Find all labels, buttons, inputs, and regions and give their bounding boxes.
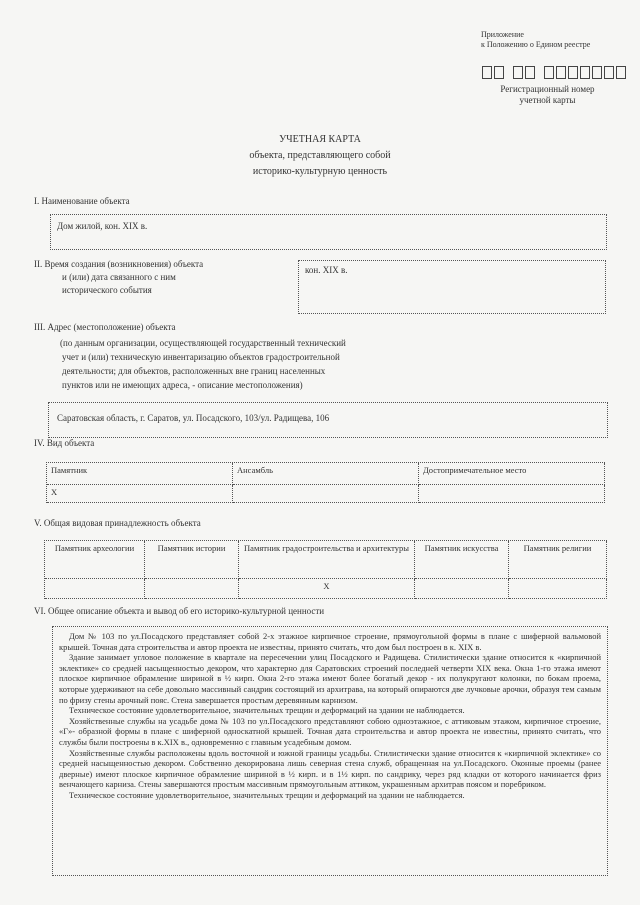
section-3-note-line-1: (по данным организации, осуществляющей государственный технический — [60, 338, 346, 348]
reg-caption-line-1: Регистрационный номер — [500, 84, 595, 94]
reg-digit-box — [544, 66, 554, 79]
reg-digit-box — [616, 66, 626, 79]
registration-number-caption — [480, 84, 615, 106]
category-mark: X — [239, 579, 415, 599]
section-2-heading-line-2: и (или) дата связанного с ним — [62, 272, 176, 282]
description-paragraph: Хозяйственные службы расположены вдоль восточной и южной границы усадьбы. Стилистически здание относится к «кирпичной эклектике» со средней насыщенностью декором. Собственно декорирована лишь северная стена служб, обращенная на ул.Посадского. Оконные проемы (ранее дверные) имеют плоское кирпичное обрамление шириной в ½ кирп. и в 1½ кирп. по сандрику, через ряд кладки от которого начинается фриз венчающего карниза. Стены завершаются простым массивным прямоугольным аттиком, украшенным архитрав поясом и поребриком. — [59, 747, 601, 790]
reg-digit-box — [513, 66, 523, 79]
section-2-value-box — [298, 260, 606, 314]
section-1-value-box — [50, 214, 607, 250]
object-type-header: Ансамбль — [233, 463, 419, 485]
reg-digit-box — [568, 66, 578, 79]
category-mark — [45, 579, 145, 599]
appendix-note — [481, 30, 590, 50]
creation-date-value: кон. XIX в. — [305, 265, 348, 275]
reg-digit-box — [580, 66, 590, 79]
category-table — [44, 540, 607, 599]
object-type-mark: X — [47, 485, 233, 503]
reg-digit-box — [494, 66, 504, 79]
section-3-heading: III. Адрес (местоположение) объекта — [34, 322, 176, 332]
description-paragraph: Дом № 103 по ул.Посадского представляет собой 2-х этажное кирпичное строение, прямоугольной формы в плане с шиферной вальмовой крышей. Точная дата строительства и автор проекта не известны, принято считать, что дом был построен в к. XIX в. — [59, 631, 601, 652]
title-line-2: объекта, представляющего собой — [249, 150, 391, 161]
category-mark — [415, 579, 509, 599]
category-header: Памятник религии — [509, 541, 607, 579]
appendix-line-1: Приложение — [481, 30, 524, 39]
object-type-header: Памятник — [47, 463, 233, 485]
registration-number-boxes — [482, 66, 626, 79]
appendix-line-2: к Положению о Едином реестре — [481, 40, 591, 49]
description-paragraph: Техническое состояние удовлетворительное, значительных трещин и деформаций на здании не наблюдается. — [69, 789, 465, 800]
section-3-value-box — [48, 402, 608, 438]
reg-digit-box — [604, 66, 614, 79]
object-name-value: Дом жилой, кон. XIX в. — [57, 221, 148, 231]
reg-digit-box — [556, 66, 566, 79]
category-header: Памятник градостроительства и архитектуры — [239, 541, 415, 579]
description-paragraph: Техническое состояние удовлетворительное, значительных трещин и деформаций на здании не наблюдается. — [69, 705, 465, 716]
reg-digit-box — [525, 66, 535, 79]
description-paragraph: Хозяйственные службы на усадьбе дома № 103 по ул.Посадского представляют собою одноэтажное, с аттиковым этажом, кирпичное строение, «Г»- образной формы в плане с шиферной односкатной крышей. Точная дата строительства и автор проекта не известны, принято считать, что службы были построены в к.XIX в., одновременно с главным усадебным домом. — [59, 715, 601, 747]
reg-caption-line-2: учетной карты — [519, 95, 576, 105]
section-3-note — [60, 336, 346, 392]
section-2-heading-line-3: исторического события — [62, 285, 152, 295]
section-2-heading-line-1: II. Время создания (возникновения) объекта — [34, 259, 204, 269]
category-header: Памятник истории — [145, 541, 239, 579]
category-header: Памятник археологии — [45, 541, 145, 579]
reg-digit-box — [482, 66, 492, 79]
object-type-mark — [419, 485, 605, 503]
object-type-table — [46, 462, 605, 503]
card-title — [200, 132, 440, 180]
description-paragraph: Здание занимает угловое положение в квартале на пересечении улиц Посадского и Радищева. Стилистически здание относится к «кирпичной эклектике» со средней насыщенностью декором, что характерно для Саратовских строений последней четверти XIX века. Окна 1-го этажа имеют плоское кирпичное обрамление шириной в ½ кирп. Окна 2-го этажа имеют более богатый декор - их полукругают колонки, по бокам проема, которые удерживают на себе довольно массивный сандрик состоящий из архитрава, на который опираются две лучковые арочки, образуя тем самым по фризу стены арочный пояс. Стена завершается простым деревянным карнизом. — [59, 652, 601, 705]
section-3-note-line-4: пунктов или не имеющих адреса, - описание местоположения) — [62, 380, 303, 390]
section-2-heading — [34, 258, 203, 297]
title-line-3: историко-культурную ценность — [252, 166, 388, 177]
section-3-note-line-2: учет и (или) техническую инвентаризацию объектов градостроительной — [62, 352, 340, 362]
section-1-heading: I. Наименование объекта — [34, 196, 130, 206]
category-mark — [145, 579, 239, 599]
object-type-mark — [233, 485, 419, 503]
section-5-heading: V. Общая видовая принадлежность объекта — [34, 518, 201, 528]
category-header: Памятник искусства — [415, 541, 509, 579]
category-mark — [509, 579, 607, 599]
section-3-note-line-3: деятельности; для объектов, расположенных вне границ населенных — [62, 366, 326, 376]
section-6-heading: VI. Общее описание объекта и вывод об его историко-культурной ценности — [34, 606, 325, 616]
section-4-heading: IV. Вид объекта — [34, 438, 95, 448]
address-value: Саратовская область, г. Саратов, ул. Посадского, 103/ул. Радищева, 106 — [57, 413, 330, 423]
reg-digit-box — [592, 66, 602, 79]
object-type-header: Достопримечательное место — [419, 463, 605, 485]
description-box — [52, 626, 608, 876]
title-line-1: УЧЕТНАЯ КАРТА — [279, 134, 361, 145]
